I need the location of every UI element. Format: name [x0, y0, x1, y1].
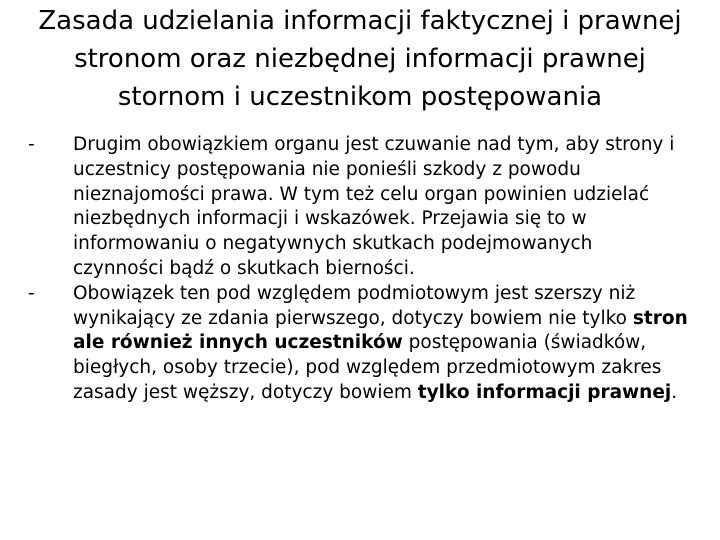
text-segment: Obowiązek ten pod względem podmiotowym jest szerszy niż wynikający ze zdania pierwszego, dotyczy bowiem nie tylko: [73, 282, 636, 329]
bullet-item-1: [28, 133, 688, 282]
bold-text-segment: stron ale również innych uczestników: [73, 307, 688, 354]
slide-title: Zasada udzielania informacji faktycznej i prawnej stronom oraz niezbędnej informacji prawnej stornom i uczestnikom postępowania: [38, 6, 682, 112]
slide-body: [28, 133, 688, 406]
bullet-item-2: [28, 282, 688, 406]
bold-text-segment: tylko informacji prawnej: [417, 381, 672, 403]
bullet-text: [73, 282, 688, 406]
bullet-text: [73, 133, 688, 282]
bullet-marker: -: [28, 134, 35, 155]
bullet-marker: -: [28, 282, 35, 304]
text-segment: postępowania (świadków, biegłych, osoby trzecie), pod względem przedmiotowym zakres zasady jest węższy, dotyczy bowiem: [73, 332, 662, 403]
text-segment: .: [671, 381, 678, 403]
text-segment: Drugim obowiązkiem organu jest czuwanie nad tym, aby strony i uczestnicy postępowania nie ponieśli szkody z powodu nieznajomości prawa. W tym też celu organ powinien udzielać niezbędnych informacji i wskazówek. Przejawia się to w informowaniu o negatywnych skutkach podejmowanych czynności bądź o skutkach bierności.: [73, 134, 675, 279]
